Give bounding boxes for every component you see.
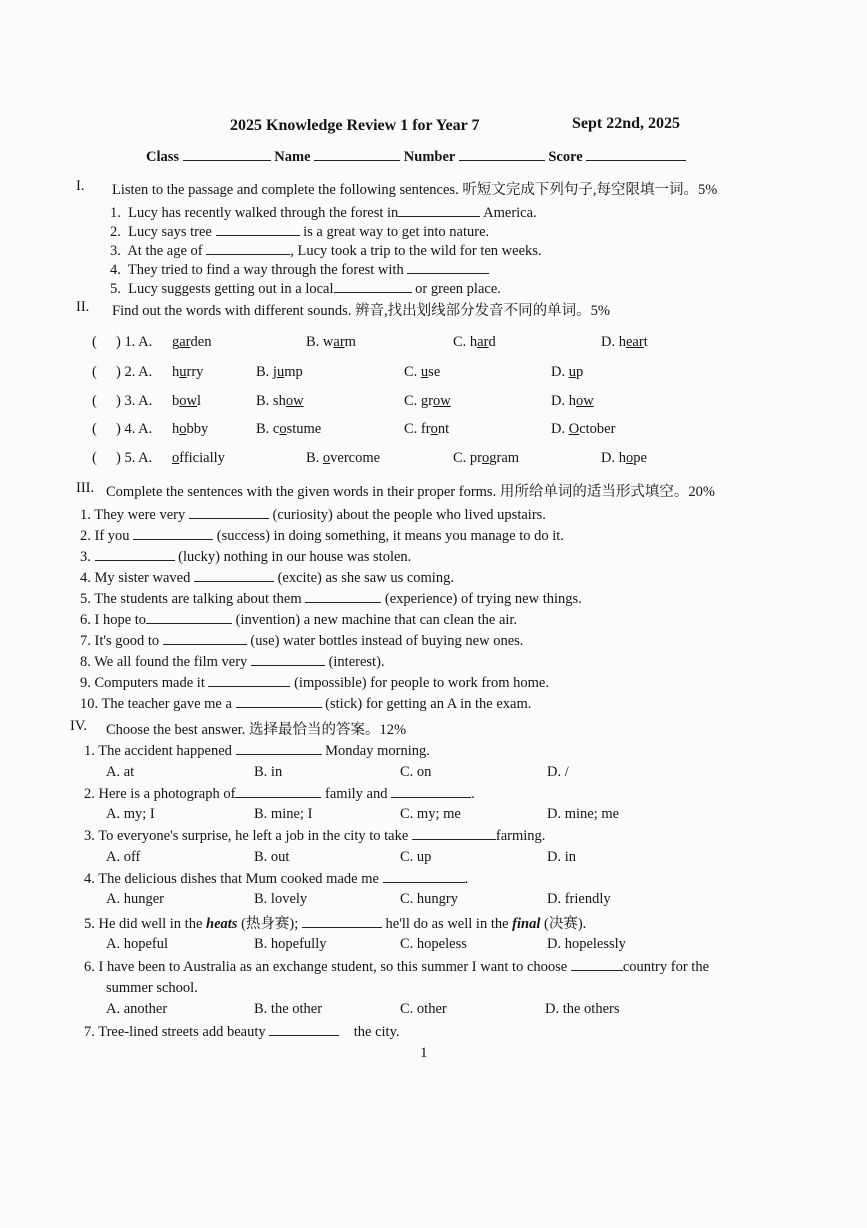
score-field[interactable] — [586, 148, 686, 161]
s4-q1-option-b[interactable]: B. in — [254, 764, 283, 780]
s3-item-8: 8. We all found the film very (interest). — [80, 654, 385, 670]
answer-blank[interactable] — [133, 527, 213, 540]
s2-q3-option-c[interactable]: C. grow — [404, 393, 451, 409]
s2-answer-paren[interactable]: ( — [92, 334, 112, 350]
s2-q1-option-d[interactable]: D. heart — [601, 334, 648, 350]
answer-blank[interactable] — [236, 742, 322, 755]
s2-q2-option-b[interactable]: B. jump — [256, 364, 303, 380]
s4-q6-option-d[interactable]: D. the others — [545, 1001, 620, 1017]
s3-item-2: 2. If you (success) in doing something, it means you manage to do it. — [80, 528, 564, 544]
s1-item-2: 2. Lucy says tree is a great way to get into nature. — [110, 224, 490, 240]
s3-item-4: 4. My sister waved (excite) as she saw us coming. — [80, 570, 454, 586]
s4-q3-option-c[interactable]: C. up — [400, 849, 432, 865]
answer-blank[interactable] — [194, 569, 274, 582]
s2-question-number: ) 2. A. — [116, 364, 153, 380]
s3-item-5: 5. The students are talking about them (experience) of trying new things. — [80, 591, 582, 607]
class-field[interactable] — [183, 148, 271, 161]
s4-q2-option-b[interactable]: B. mine; I — [254, 806, 313, 822]
s2-question-number: ) 1. A. — [116, 334, 153, 350]
s4-q3-option-b[interactable]: B. out — [254, 849, 290, 865]
answer-blank[interactable] — [412, 827, 496, 840]
answer-blank[interactable] — [398, 204, 480, 217]
s1-item-5: 5. Lucy suggests getting out in a local or green place. — [110, 281, 501, 297]
score-label: Score — [548, 149, 583, 165]
s2-q3-option-b[interactable]: B. show — [256, 393, 304, 409]
section2-instruction: Find out the words with different sounds. 辨音,找出划线部分发音不同的单词。5% — [112, 303, 610, 319]
s3-item-9: 9. Computers made it (impossible) for people to work from home. — [80, 675, 549, 691]
s4-q4-option-c[interactable]: C. hungry — [400, 891, 458, 907]
s4-question-4: 4. The delicious dishes that Mum cooked made me . — [84, 871, 469, 887]
s3-item-3: 3. (lucky) nothing in our house was stolen. — [80, 549, 412, 565]
s3-item-1: 1. They were very (curiosity) about the people who lived upstairs. — [80, 507, 546, 523]
s2-q4-option-c[interactable]: C. front — [404, 421, 450, 437]
answer-blank[interactable] — [206, 242, 290, 255]
answer-blank[interactable] — [251, 653, 325, 666]
s4-q6-option-b[interactable]: B. the other — [254, 1001, 323, 1017]
s4-q3-option-a[interactable]: A. off — [106, 849, 141, 865]
section3-number: III. — [76, 480, 95, 496]
s2-question-number: ) 5. A. — [116, 450, 153, 466]
s4-question-2: 2. Here is a photograph of family and . — [84, 786, 475, 802]
s4-q5-option-c[interactable]: C. hopeless — [400, 936, 467, 952]
s4-q2-option-d[interactable]: D. mine; me — [547, 806, 620, 822]
s4-q1-option-a[interactable]: A. at — [106, 764, 135, 780]
answer-blank[interactable] — [189, 506, 269, 519]
s4-q6-option-a[interactable]: A. another — [106, 1001, 168, 1017]
class-label: Class — [146, 149, 180, 165]
s2-q1-option-b[interactable]: B. warm — [306, 334, 356, 350]
s4-question-5: 5. He did well in the heats (热身赛); he'll do as well in the final (决赛). — [84, 916, 587, 932]
answer-blank[interactable] — [391, 785, 471, 798]
s2-question-number: ) 4. A. — [116, 421, 153, 437]
answer-blank[interactable] — [208, 674, 290, 687]
s2-q5-option-a[interactable]: officially — [172, 450, 225, 466]
s4-q5-option-a[interactable]: A. hopeful — [106, 936, 169, 952]
answer-blank[interactable] — [334, 280, 412, 293]
section3-instruction: Complete the sentences with the given words in their proper forms. 用所给单词的适当形式填空。20% — [106, 484, 715, 500]
s2-answer-paren[interactable]: ( — [92, 421, 112, 437]
s2-q4-option-b[interactable]: B. costume — [256, 421, 322, 437]
s2-q2-option-c[interactable]: C. use — [404, 364, 441, 380]
answer-blank[interactable] — [146, 611, 232, 624]
s2-answer-paren[interactable]: ( — [92, 450, 112, 466]
answer-blank[interactable] — [269, 1023, 339, 1036]
s1-item-1: 1. Lucy has recently walked through the forest in America. — [110, 205, 537, 221]
answer-blank[interactable] — [407, 261, 489, 274]
s3-item-7: 7. It's good to (use) water bottles instead of buying new ones. — [80, 633, 524, 649]
s4-q4-option-b[interactable]: B. lovely — [254, 891, 308, 907]
page-title: 2025 Knowledge Review 1 for Year 7 — [230, 117, 480, 134]
s4-q3-option-d[interactable]: D. in — [547, 849, 576, 865]
answer-blank[interactable] — [302, 915, 382, 928]
s4-question-7: 7. Tree-lined streets add beauty the city. — [84, 1024, 400, 1040]
s4-q1-option-d[interactable]: D. / — [547, 764, 569, 780]
section1-heading — [76, 178, 84, 195]
s2-q1-option-a[interactable]: garden — [172, 334, 212, 350]
s3-item-10: 10. The teacher gave me a (stick) for getting an A in the exam. — [80, 696, 532, 712]
exam-date: Sept 22nd, 2025 — [572, 115, 681, 132]
s2-q3-option-d[interactable]: D. how — [551, 393, 594, 409]
s4-q1-option-c[interactable]: C. on — [400, 764, 432, 780]
name-label: Name — [274, 149, 311, 165]
name-field[interactable] — [314, 148, 400, 161]
s3-item-6: 6. I hope to (invention) a new machine that can clean the air. — [80, 612, 518, 628]
answer-blank[interactable] — [95, 548, 175, 561]
s2-q2-option-d[interactable]: D. up — [551, 364, 584, 380]
s4-q5-option-b[interactable]: B. hopefully — [254, 936, 327, 952]
page-number: 1 — [420, 1045, 428, 1061]
section-number: I. — [76, 178, 85, 194]
answer-blank[interactable] — [163, 632, 247, 645]
s4-q2-option-c[interactable]: C. my; me — [400, 806, 461, 822]
s2-answer-paren[interactable]: ( — [92, 393, 112, 409]
s4-question-6: 6. I have been to Australia as an exchange student, so this summer I want to choose country for the — [84, 959, 710, 975]
s4-q2-option-a[interactable]: A. my; I — [106, 806, 155, 822]
s2-question-number: ) 3. A. — [116, 393, 153, 409]
s2-q5-option-b[interactable]: B. overcome — [306, 450, 381, 466]
number-label: Number — [403, 149, 456, 165]
answer-blank[interactable] — [235, 785, 321, 798]
s1-item-4: 4. They tried to find a way through the forest with — [110, 261, 489, 279]
s2-q5-option-d[interactable]: D. hope — [601, 450, 647, 466]
answer-blank[interactable] — [383, 870, 465, 883]
s2-answer-paren[interactable]: ( — [92, 364, 112, 380]
s2-q1-option-c[interactable]: C. hard — [453, 334, 496, 350]
answer-blank[interactable] — [305, 590, 381, 603]
s2-q4-option-a[interactable]: hobby — [172, 421, 209, 437]
s4-question-6-cont: summer school. — [106, 980, 198, 996]
section4-instruction: Choose the best answer. 选择最恰当的答案。12% — [106, 722, 407, 738]
s4-q4-option-d[interactable]: D. friendly — [547, 891, 611, 907]
answer-blank[interactable] — [571, 958, 623, 971]
answer-blank[interactable] — [216, 223, 300, 236]
s2-q3-option-a[interactable]: bowl — [172, 393, 202, 409]
s4-question-1: 1. The accident happened Monday morning. — [84, 743, 430, 759]
s4-q6-option-c[interactable]: C. other — [400, 1001, 447, 1017]
s4-q5-option-d[interactable]: D. hopelessly — [547, 936, 626, 952]
s2-q5-option-c[interactable]: C. program — [453, 450, 520, 466]
s2-q2-option-a[interactable]: hurry — [172, 364, 204, 380]
s2-q4-option-d[interactable]: D. October — [551, 421, 616, 437]
section4-number: IV. — [70, 718, 88, 734]
section2-number: II. — [76, 299, 90, 315]
s4-question-3: 3. To everyone's surprise, he left a job in the city to take farming. — [84, 828, 546, 844]
s1-item-3: 3. At the age of , Lucy took a trip to the wild for ten weeks. — [110, 243, 542, 259]
s4-q4-option-a[interactable]: A. hunger — [106, 891, 164, 907]
header-fields — [146, 148, 686, 166]
section1-instruction: Listen to the passage and complete the following sentences. 听短文完成下列句子,每空限填一词。5% — [112, 182, 718, 198]
answer-blank[interactable] — [236, 695, 322, 708]
number-field[interactable] — [459, 148, 545, 161]
